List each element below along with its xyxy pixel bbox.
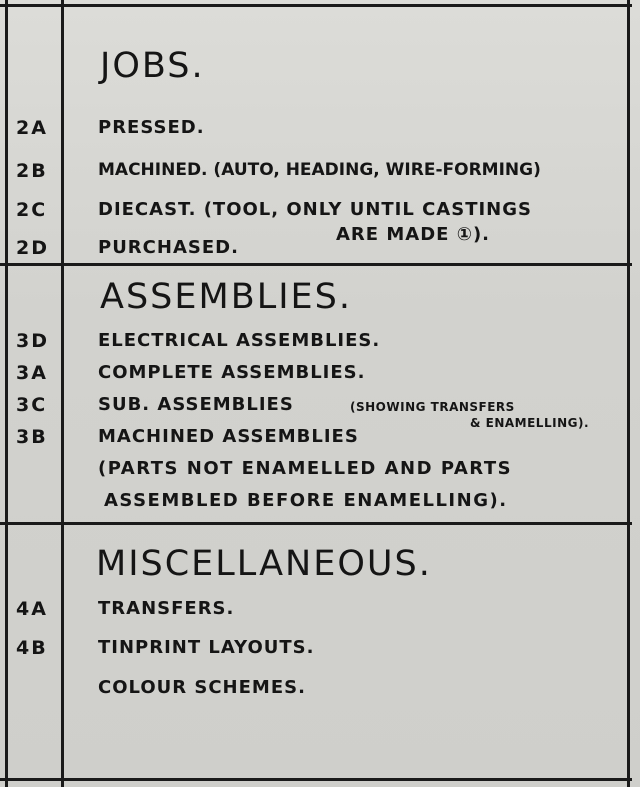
assemblies-misc-divider [0, 522, 632, 525]
row-text: COLOUR SCHEMES. [98, 677, 306, 698]
row-text: COMPLETE ASSEMBLIES. [98, 362, 366, 383]
sub-assemblies-note: (SHOWING TRANSFERS [350, 400, 515, 414]
row-text: SUB. ASSEMBLIES [98, 394, 294, 415]
row-code: 3D [16, 330, 49, 352]
jobs-heading: JOBS. [100, 46, 205, 86]
row-code: 2A [16, 117, 48, 139]
row-text: TRANSFERS. [98, 598, 235, 619]
miscellaneous-heading: MISCELLANEOUS. [96, 544, 432, 584]
sub-assemblies-note: & ENAMELLING). [470, 416, 590, 430]
left-margin-line [5, 0, 8, 787]
code-column-line [61, 0, 64, 787]
row-code: 3C [16, 394, 48, 416]
row-code: 3B [16, 426, 48, 448]
row-text: MACHINED. (AUTO, HEADING, WIRE-FORMING) [98, 160, 541, 180]
machined-assemblies-note: ASSEMBLED BEFORE ENAMELLING). [104, 490, 508, 511]
row-code: 3A [16, 362, 48, 384]
row-text: PRESSED. [98, 117, 205, 138]
row-code: 4A [16, 598, 48, 620]
assemblies-heading: ASSEMBLIES. [100, 277, 352, 317]
row-text: PURCHASED. [98, 237, 239, 258]
bottom-rule [0, 778, 632, 781]
row-code: 2C [16, 199, 48, 221]
row-text: TINPRINT LAYOUTS. [98, 637, 315, 658]
row-text: MACHINED ASSEMBLIES [98, 426, 359, 447]
row-text: DIECAST. (TOOL, ONLY UNTIL CASTINGS [98, 199, 532, 220]
machined-assemblies-note: (PARTS NOT ENAMELLED AND PARTS [98, 458, 513, 479]
row-code: 2D [16, 237, 49, 259]
row-continuation: ARE MADE ①). [336, 224, 491, 245]
row-code: 2B [16, 160, 48, 182]
row-text: ELECTRICAL ASSEMBLIES. [98, 330, 381, 351]
row-code: 4B [16, 637, 48, 659]
right-margin-line [627, 0, 630, 787]
jobs-assemblies-divider [0, 263, 632, 266]
top-rule [0, 4, 632, 7]
